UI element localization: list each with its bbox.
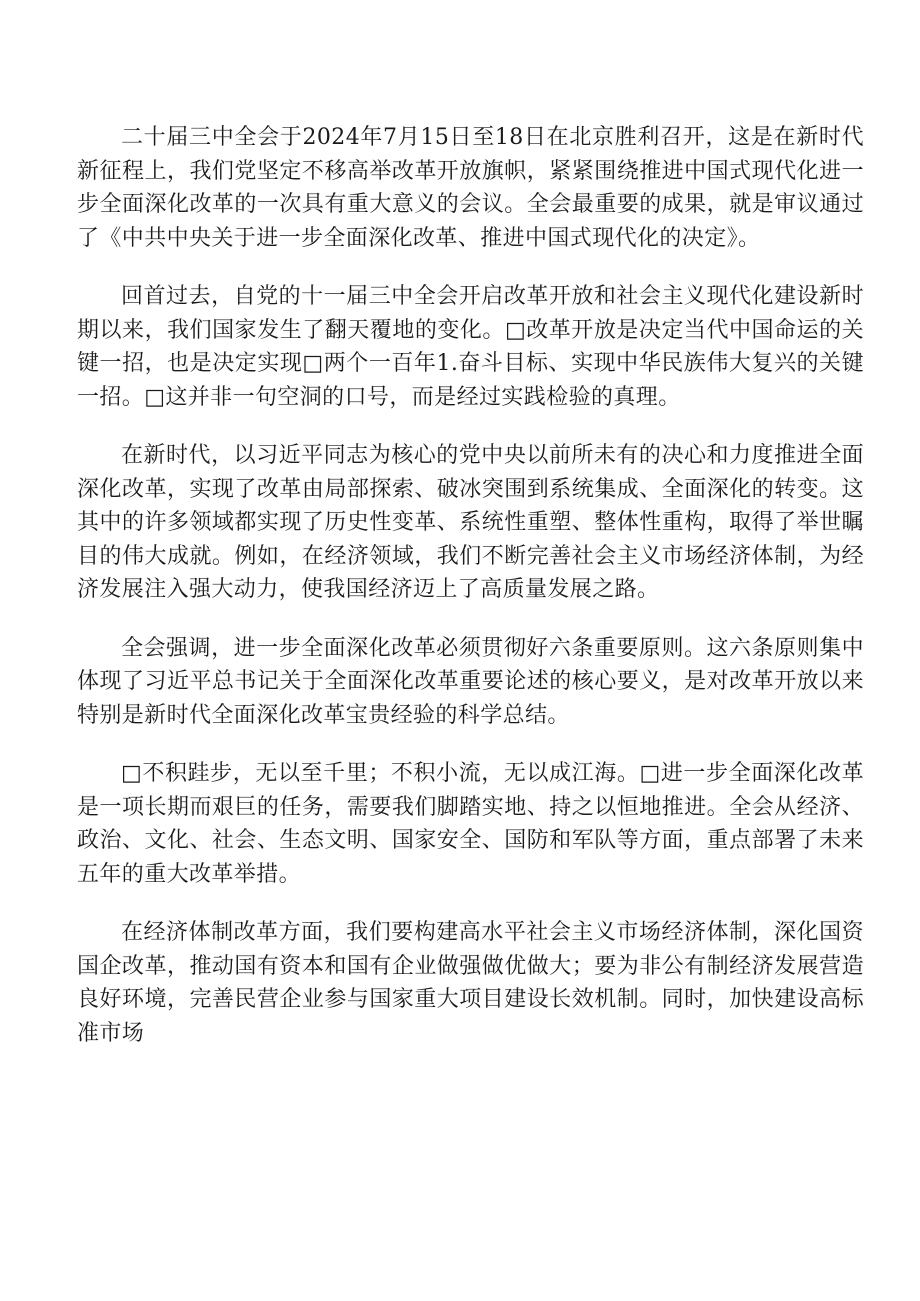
paragraph-1: 二十届三中全会于2024年7月15日至18日在北京胜利召开，这是在新时代新征程上，我们党坚定不移高举改革开放旗帜，紧紧围绕推进中国式现代化进一步全面深化改革的一次具有重大意义的会议。全会最重要的成果，就是审议通过了《中共中央关于进一步全面深化改革、推进中国式现代化的决定》。: [77, 125, 864, 251]
paragraph-5: □不积跬步，无以至千里；不积小流，无以成江海。□进一步全面深化改革是一项长期而艰巨的任务，需要我们脚踏实地、持之以恒地推进。全会从经济、政治、文化、社会、生态文明、国家安全、国防和军队等方面，重点部署了未来五年的重大改革举措。: [77, 761, 864, 887]
paragraph-4: 全会强调，进一步全面深化改革必须贯彻好六条重要原则。这六条原则集中体现了习近平总书记关于全面深化改革重要论述的核心要义，是对改革开放以来特别是新时代全面深化改革宝贵经验的科学总结。: [77, 635, 864, 728]
paragraph-3: 在新时代，以习近平同志为核心的党中央以前所未有的决心和力度推进全面深化改革，实现了改革由局部探索、破冰突围到系统集成、全面深化的转变。这其中的许多领域都实现了历史性变革、系统性重塑、整体性重构，取得了举世瞩目的伟大成就。例如，在经济领域，我们不断完善社会主义市场经济体制，为经济发展注入强大动力，使我国经济迈上了高质量发展之路。: [77, 443, 864, 602]
paragraph-2: 回首过去，自党的十一届三中全会开启改革开放和社会主义现代化建设新时期以来，我们国家发生了翻天覆地的变化。□改革开放是决定当代中国命运的关键一招，也是决定实现□两个一百年1.奋斗目标、实现中华民族伟大复兴的关键一招。□这并非一句空洞的口号，而是经过实践检验的真理。: [77, 284, 864, 410]
paragraph-6: 在经济体制改革方面，我们要构建高水平社会主义市场经济体制，深化国资国企改革，推动国有资本和国有企业做强做优做大；要为非公有制经济发展营造良好环境，完善民营企业参与国家重大项目建设长效机制。同时，加快建设高标准市场: [77, 920, 864, 1046]
